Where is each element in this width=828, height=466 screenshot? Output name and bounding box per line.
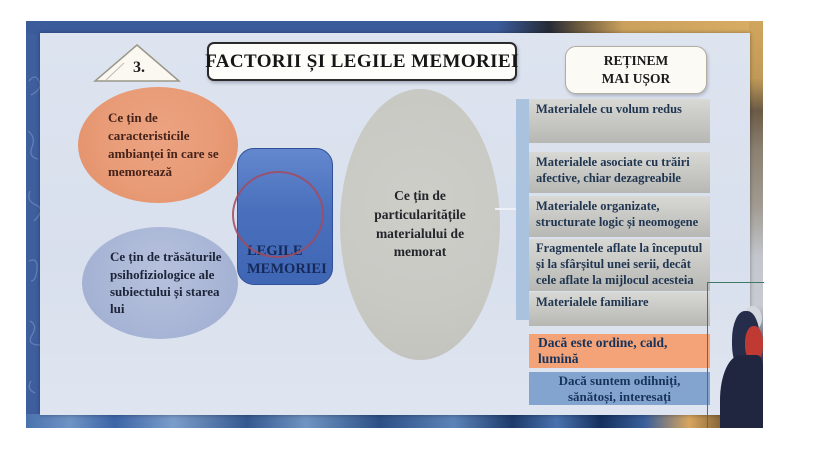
- bubble-subject-text: Ce țin de trăsăturile psihofiziologice ale subiectului și starea lui: [110, 249, 222, 317]
- bubble-subject-traits: [82, 227, 238, 339]
- connector-line: [495, 208, 518, 210]
- badge-line-1: REȚINEM: [603, 53, 669, 69]
- laws-of-memory-label: LEGILE MEMORIEI: [247, 243, 327, 278]
- slide-title: FACTORII ȘI LEGILE MEMORIEI: [205, 50, 519, 72]
- presenter-silhouette: [718, 305, 763, 428]
- material-item-4: Fragmentele aflate la începutul și la sfârșitul unei serii, decât cele aflate la mijlocul acesteia: [529, 239, 710, 291]
- bubble-material-text: Ce țin de particularitățile materialului de memorat: [374, 188, 466, 260]
- condition-subject-state: Dacă suntem odihniți, sănătoși, interesați: [529, 372, 710, 405]
- slide-title-box: [207, 42, 517, 81]
- badge-line-2: MAI UȘOR: [601, 71, 671, 86]
- material-item-3: Materialele organizate, structurate logic și neomogene: [529, 196, 710, 237]
- frame-bottom-photo-strip: [26, 414, 763, 428]
- material-item-5: Materialele familiare: [529, 292, 710, 326]
- retinem-badge: [565, 46, 707, 94]
- condition-environment: Dacă este ordine, cald, lumină: [529, 334, 710, 368]
- bubble-material-particularities: [340, 89, 500, 360]
- presentation-slide: [40, 33, 750, 415]
- presenter-shoulder: [720, 355, 763, 428]
- slide-number-triangle: [93, 43, 181, 83]
- material-item-1: Materialele cu volum redus: [529, 99, 710, 143]
- slide-number: 3.: [133, 59, 145, 76]
- list-accent-band: [516, 99, 529, 320]
- material-item-2: Materialele asociate cu trăiri afective, chiar dezagreabile: [529, 152, 710, 193]
- bubble-ambient-characteristics: [78, 87, 238, 203]
- bubble-ambient-text: Ce țin de caracteristicile ambianței în care se memorează: [108, 110, 219, 179]
